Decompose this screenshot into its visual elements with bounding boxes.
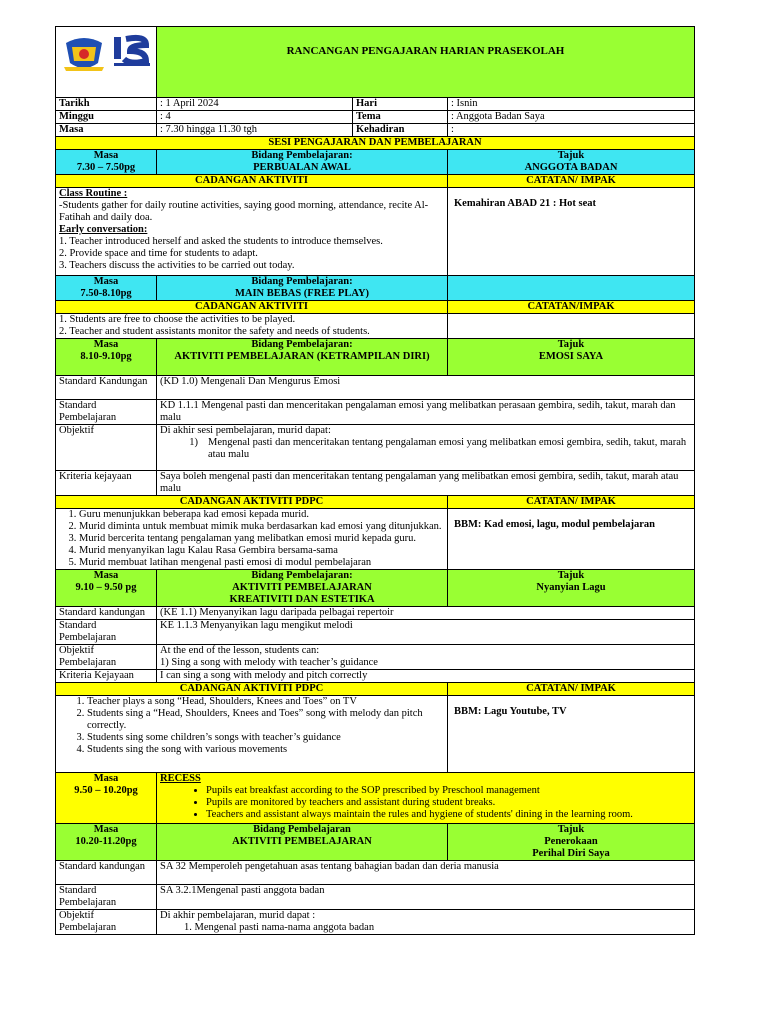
list-item: 3. Students sing some children’s songs with teacher’s guidance xyxy=(87,732,444,744)
s3-activities xyxy=(56,509,448,570)
list-item: 2. Murid diminta untuk membuat mimik muka berdasarkan kad emosi yang ditunjukkan. xyxy=(79,521,444,533)
masa-value: : 7.30 hingga 11.30 tgh xyxy=(157,124,353,137)
s3-cadangan-heading: CADANGAN AKTIVITI PDPC xyxy=(56,496,448,509)
list-item: • Teachers and assistant always maintain the rules and hygiene of students' dining in the learning room. xyxy=(206,809,691,821)
kehadiran-value: : xyxy=(448,124,695,137)
s6-tajuk: Tajuk Penerokaan Perihal Diri Saya xyxy=(448,824,695,861)
s6-sk-value: SA 32 Memperoleh pengetahuan asas tentang bahagian badan dan deria manusia xyxy=(157,861,695,885)
list-item: 5. Murid membuat latihan mengenal pasti emosi di modul pembelajaran xyxy=(79,557,444,569)
tarikh-value: : 1 April 2024 xyxy=(157,98,353,111)
s3-objektif-label: Objektif xyxy=(56,425,157,471)
tema-label: Tema xyxy=(353,111,448,124)
s4-kriteria-label: Kriteria Kejayaan xyxy=(56,670,157,683)
s6-sp-value: SA 3.2.1Mengenal pasti anggota badan xyxy=(157,885,695,910)
s2-cadangan-heading: CADANGAN AKTIVITI xyxy=(56,301,448,314)
s6-bidang: Bidang Pembelajaran AKTIVITI PEMBELAJARAN xyxy=(157,824,448,861)
s3-objektif-value: Di akhir sesi pembelajaran, murid dapat: 1) Mengenal pasti dan menceritakan tentang pengalaman emosi yang melibatkan emosi gembira, sedih, takut, marah atau malu xyxy=(157,425,695,471)
s4-sp-label: Standard Pembelajaran xyxy=(56,620,157,645)
s3-catatan: BBM: Kad emosi, lagu, modul pembelajaran xyxy=(448,509,695,570)
list-item: • Pupils eat breakfast according to the SOP prescribed by Preschool management xyxy=(206,785,691,797)
s3-masa: Masa 8.10-9.10pg xyxy=(56,339,157,376)
s2-catatan-heading: CATATAN/IMPAK xyxy=(448,301,695,314)
s6-objektif-value: Di akhir pembelajaran, murid dapat : 1. Mengenal pasti nama-nama anggota badan xyxy=(157,910,695,935)
s3-tajuk: Tajuk EMOSI SAYA xyxy=(448,339,695,376)
page-title: RANCANGAN PENGAJARAN HARIAN PRASEKOLAH xyxy=(157,27,695,98)
list-item: 3. Murid bercerita tentang pengalaman yang melibatkan emosi murid kepada guru. xyxy=(79,533,444,545)
s4-activities xyxy=(56,696,448,773)
s3-sk-value: (KD 1.0) Mengenali Dan Mengurus Emosi xyxy=(157,376,695,400)
minggu-label: Minggu xyxy=(56,111,157,124)
s2-tajuk xyxy=(448,276,695,301)
s2-activities: 1. Students are free to choose the activities to be played. 2. Teacher and student assistants monitor the safety and needs of students. xyxy=(56,314,448,339)
school-logo-icon xyxy=(112,33,152,69)
s4-catatan: BBM: Lagu Youtube, TV xyxy=(448,696,695,773)
s3-sp-value: KD 1.1.1 Mengenal pasti dan menceritakan pengalaman emosi yang melibatkan perasaan gembira, sedih, takut, marah dan malu xyxy=(157,400,695,425)
s6-objektif-label: Objektif Pembelajaran xyxy=(56,910,157,935)
s4-cadangan-heading: CADANGAN AKTIVITI PDPC xyxy=(56,683,448,696)
s3-sp-label: Standard Pembelajaran xyxy=(56,400,157,425)
s2-catatan xyxy=(448,314,695,339)
s3-catatan-heading: CATATAN/ IMPAK xyxy=(448,496,695,509)
tema-value: : Anggota Badan Saya xyxy=(448,111,695,124)
s1-catatan-heading: CATATAN/ IMPAK xyxy=(448,175,695,188)
list-item: • Pupils are monitored by teachers and assistant during student breaks. xyxy=(206,797,691,809)
s1-cadangan-heading: CADANGAN AKTIVITI xyxy=(56,175,448,188)
tarikh-label: Tarikh xyxy=(56,98,157,111)
s4-kriteria-value: I can sing a song with melody and pitch correctly xyxy=(157,670,695,683)
s3-kriteria-value: Saya boleh mengenal pasti dan menceritakan tentang pengalaman yang melibatkan emosi gembira, sedih, takut, marah atau malu xyxy=(157,471,695,496)
s5-recess: RECESS • Pupils eat breakfast according to the SOP prescribed by Preschool management • Pupils are monitored by teachers and assistant during student breaks. • Teachers and assistant always maintain the rules and hygiene of students' dining in the learning room. xyxy=(157,773,695,824)
s4-objektif-value: At the end of the lesson, students can: 1) Sing a song with melody with teacher’s guidance xyxy=(157,645,695,670)
kehadiran-label: Kehadiran xyxy=(353,124,448,137)
s5-masa: Masa 9.50 – 10.20pg xyxy=(56,773,157,824)
hari-label: Hari xyxy=(353,98,448,111)
masa-label: Masa xyxy=(56,124,157,137)
s4-tajuk: Tajuk Nyanyian Lagu xyxy=(448,570,695,607)
s2-bidang: Bidang Pembelajaran: MAIN BEBAS (FREE PLAY) xyxy=(157,276,448,301)
s6-sp-label: Standard Pembelajaran xyxy=(56,885,157,910)
s4-catatan-heading: CATATAN/ IMPAK xyxy=(448,683,695,696)
list-item: 1. Teacher plays a song “Head, Shoulders, Knees and Toes” on TV xyxy=(87,696,444,708)
minggu-value: : 4 xyxy=(157,111,353,124)
s1-activities: Class Routine : -Students gather for daily routine activities, saying good morning, attendance, recite Al-Fatihah and daily doa. Early conversation: 1. Teacher introduced herself and asked the students to introduce themselves. 2. Provide space and time for students to adapt. 3. Teachers discuss the activities to be carried out today. xyxy=(56,188,448,276)
lesson-plan-table xyxy=(55,26,695,935)
logo-cell xyxy=(56,27,157,98)
s2-masa: Masa 7.50-8.10pg xyxy=(56,276,157,301)
sesi-heading: SESI PENGAJARAN DAN PEMBELAJARAN xyxy=(56,137,695,150)
s1-masa: Masa 7.30 – 7.50pg xyxy=(56,150,157,175)
s3-kriteria-label: Kriteria kejayaan xyxy=(56,471,157,496)
s6-masa: Masa 10.20-11.20pg xyxy=(56,824,157,861)
s4-masa: Masa 9.10 – 9.50 pg xyxy=(56,570,157,607)
s4-sp-value: KE 1.1.3 Menyanyikan lagu mengikut melodi xyxy=(157,620,695,645)
list-item: 4. Students sing the song with various movements xyxy=(87,744,444,756)
s1-tajuk: Tajuk ANGGOTA BADAN xyxy=(448,150,695,175)
s3-bidang: Bidang Pembelajaran: AKTIVITI PEMBELAJARAN (KETRAMPILAN DIRI) xyxy=(157,339,448,376)
state-crest-logo-icon xyxy=(62,33,106,73)
list-item: 1. Guru menunjukkan beberapa kad emosi kepada murid. xyxy=(79,509,444,521)
lesson-plan-sheet xyxy=(55,26,694,935)
s4-objektif-label: Objektif Pembelajaran xyxy=(56,645,157,670)
s6-sk-label: Standard kandungan xyxy=(56,861,157,885)
hari-value: : Isnin xyxy=(448,98,695,111)
s4-sk-label: Standard kandungan xyxy=(56,607,157,620)
s1-catatan: Kemahiran ABAD 21 : Hot seat xyxy=(448,188,695,276)
s4-sk-value: (KE 1.1) Menyanyikan lagu daripada pelbagai repertoir xyxy=(157,607,695,620)
s4-bidang: Bidang Pembelajaran: AKTIVITI PEMBELAJARAN KREATIVITI DAN ESTETIKA xyxy=(157,570,448,607)
s3-sk-label: Standard Kandungan xyxy=(56,376,157,400)
s1-bidang: Bidang Pembelajaran: PERBUALAN AWAL xyxy=(157,150,448,175)
list-item: 2. Students sing a “Head, Shoulders, Knees and Toes” song with melody dan pitch correctly. xyxy=(87,708,444,732)
list-item: 4. Murid menyanyikan lagu Kalau Rasa Gembira bersama-sama xyxy=(79,545,444,557)
